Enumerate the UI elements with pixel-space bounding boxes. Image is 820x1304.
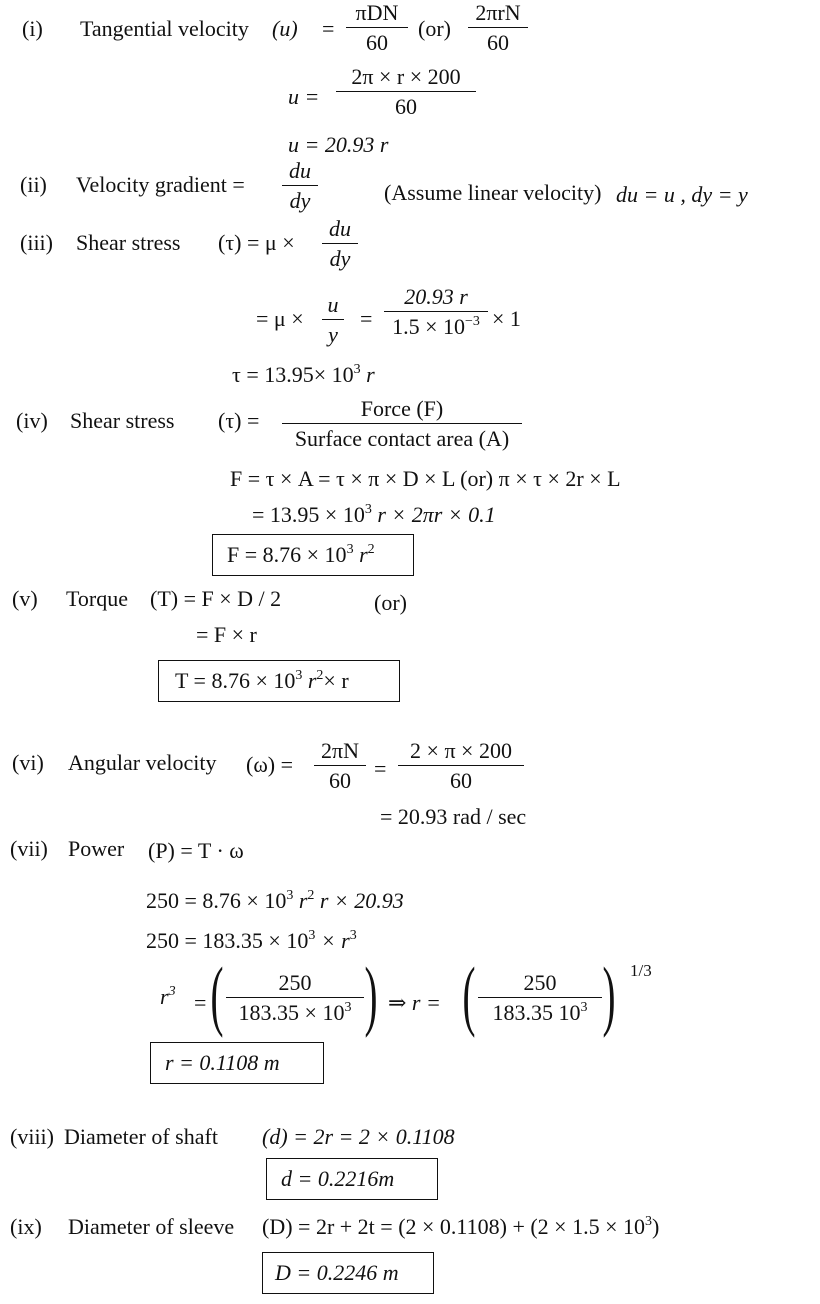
equation-lhs: (τ) = μ × xyxy=(218,230,295,255)
equation-step: = μ × xyxy=(256,306,304,331)
equation-lhs: (τ) = xyxy=(218,408,260,433)
equation-step: = F × r xyxy=(196,622,257,647)
step-name: Power xyxy=(68,836,125,861)
equation-step: = $13.95 \times 10^3$ r × 2πr × 0.1 xyxy=(252,502,496,527)
equation-lhs: u = xyxy=(288,84,320,109)
implies-arrow: ⇒ r = xyxy=(388,990,441,1015)
step-name: Velocity gradient = xyxy=(76,172,245,197)
fraction: $\frac{250}{183.35 10^3}$ xyxy=(478,972,602,1024)
equation-lhs: (P) = T · ω xyxy=(148,838,244,863)
step-name: Angular velocity xyxy=(68,750,217,775)
fraction: πDN 60 xyxy=(346,2,408,54)
multiplier: × 1 xyxy=(492,306,521,331)
equation-lhs: $r^3$ xyxy=(160,984,176,1009)
fraction: $\frac{2 \times \pi \times 200}{60}$ xyxy=(398,740,524,792)
equals-sign: = xyxy=(360,306,373,331)
fraction: $\frac{du}{dy}$ xyxy=(322,218,358,270)
equation-result: u = 20.93 r xyxy=(288,132,389,157)
fraction: $\frac{2\pi N}{60}$ xyxy=(314,740,366,792)
step-name: Shear stress xyxy=(76,230,181,255)
equation-result: = 20.93 rad / sec xyxy=(380,804,527,829)
equals-sign: = xyxy=(322,16,335,41)
fraction: $\frac{250}{183.35 \times 10^3}$ xyxy=(226,972,364,1024)
boxed-result: d = 0.2216m xyxy=(266,1158,438,1200)
step-label: (vii) xyxy=(10,836,48,861)
boxed-result: $F = 8.76 \times 10^3$ $r^2$ xyxy=(212,534,414,576)
or-text: (or) xyxy=(374,590,407,615)
equation-lhs: $(D) = 2r + 2t = (2 \times 0.1108) + (2 \times 1.5 \times 10^3)$ xyxy=(262,1214,660,1239)
left-paren: ( xyxy=(210,951,224,1038)
assumption-note: (Assume linear velocity) xyxy=(384,180,602,205)
equation-lhs: (T) = F × D / 2 xyxy=(150,586,282,611)
equation-result: $\tau = 13.95\times 10^3$ r xyxy=(232,362,375,387)
assumption-values: du = u , dy = y xyxy=(616,182,748,207)
step-name: Tangential velocity xyxy=(80,16,249,41)
right-paren: ) xyxy=(364,951,378,1038)
step-label: (v) xyxy=(12,586,38,611)
step-label: (ix) xyxy=(10,1214,42,1239)
step-name: Diameter of shaft xyxy=(64,1124,218,1149)
or-text: (or) xyxy=(418,16,451,41)
exponent: 1/3 xyxy=(630,961,652,980)
variable: (u) xyxy=(272,16,298,41)
step-label: (i) xyxy=(22,16,43,41)
fraction: $\frac{u}{y}$ xyxy=(322,294,344,346)
right-paren: ) xyxy=(602,951,616,1038)
step-label: (viii) xyxy=(10,1124,54,1149)
equals-sign: = xyxy=(194,990,207,1015)
equation-lhs: (d) = 2r = 2 × 0.1108 xyxy=(262,1124,455,1149)
fraction: $\frac{20.93 r}{1.5 \times 10^{-3}}$ xyxy=(384,286,488,338)
boxed-result: $T = 8.76 \times 10^3$ $r^2\times r$ xyxy=(158,660,400,702)
fraction: $\frac{du}{dy}$ xyxy=(282,160,318,212)
step-label: (iv) xyxy=(16,408,48,433)
fraction: $\frac{2\pi \times r \times 200}{60}$ xyxy=(336,66,476,118)
equation-step: $250 = 8.76 \times 10^3$ $r^2$ r × 20.93 xyxy=(146,888,404,913)
step-name: Diameter of sleeve xyxy=(68,1214,235,1239)
equation-step: F = τ × A = τ × π × D × L (or) π × τ × 2r × L xyxy=(230,466,621,491)
fraction: Force (F) Surface contact area (A) xyxy=(282,398,522,450)
equals-sign: = xyxy=(374,756,387,781)
step-label: (ii) xyxy=(20,172,47,197)
boxed-result: D = 0.2246 m xyxy=(262,1252,434,1294)
equation-step: $250 = 183.35 \times 10^3 \times r^3$ xyxy=(146,928,357,953)
boxed-result: r = 0.1108 m xyxy=(150,1042,324,1084)
step-label: (iii) xyxy=(20,230,53,255)
step-name: Torque xyxy=(66,586,128,611)
left-paren: ( xyxy=(462,951,476,1038)
equation-lhs: (ω) = xyxy=(246,752,294,777)
step-name: Shear stress xyxy=(70,408,175,433)
fraction: 2πrN 60 xyxy=(468,2,528,54)
step-label: (vi) xyxy=(12,750,44,775)
